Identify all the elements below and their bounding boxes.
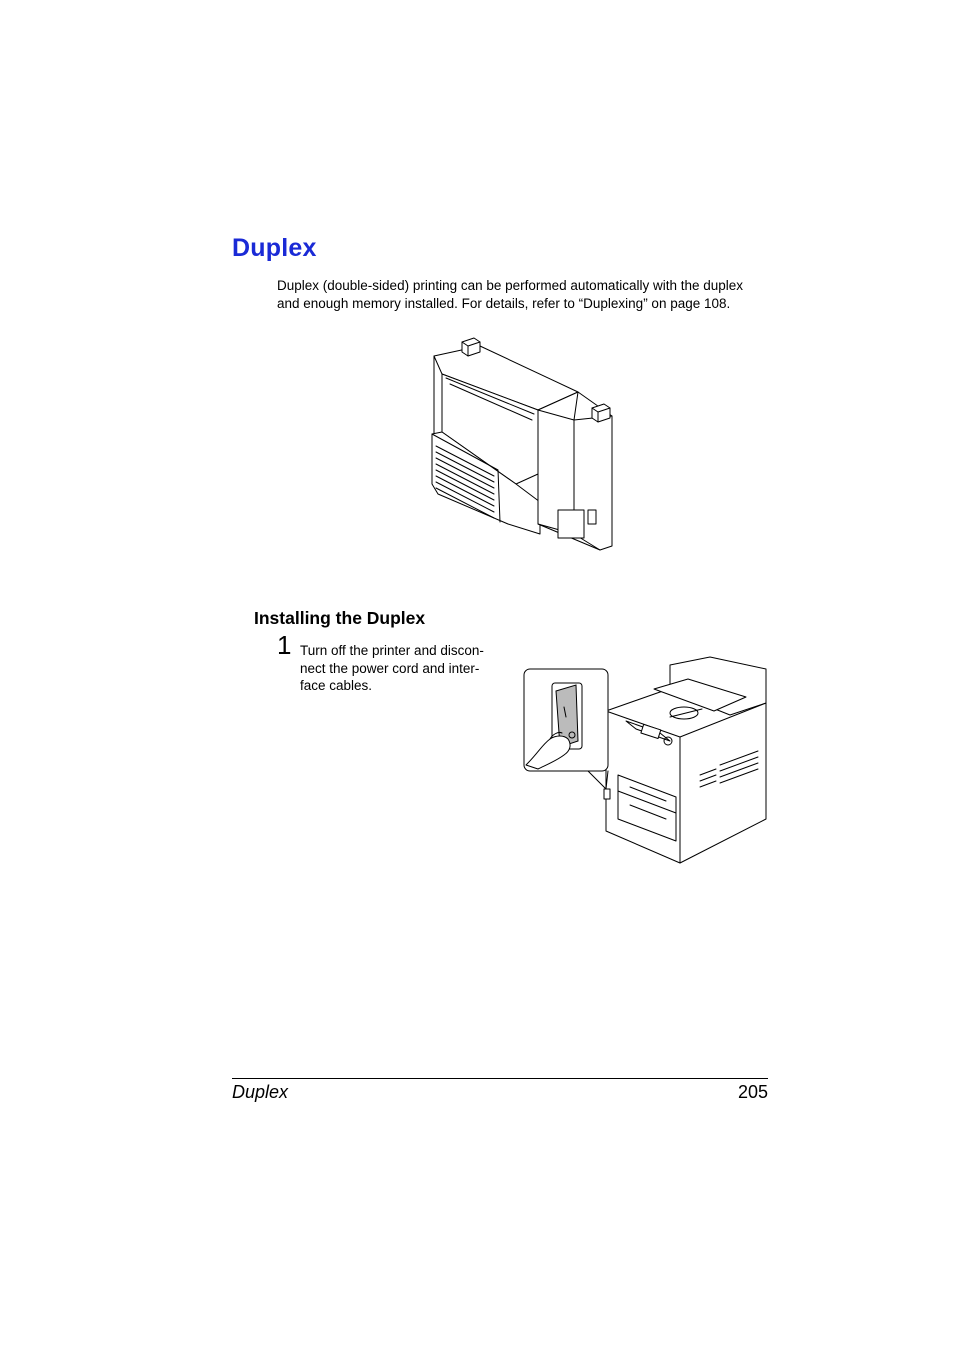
intro-paragraph: Duplex (double-sided) printing can be performed automatically with the duplex and enough memory installed. For details, refer to “Duplexing” on page 108. — [277, 278, 744, 311]
step-text: Turn off the printer and discon-nect the power cord and inter-face cables. — [300, 643, 484, 693]
top-peg-left — [462, 338, 480, 356]
page-title: Duplex — [232, 234, 317, 262]
top-peg-right — [592, 404, 610, 422]
duplex-unit-illustration — [428, 334, 618, 554]
step-number: 1 — [277, 630, 292, 660]
footer-page-number: 205 — [737, 1082, 768, 1102]
printer-power-switch-illustration — [520, 655, 768, 865]
section-heading: Installing the Duplex — [254, 608, 426, 628]
footer-section-name: Duplex — [232, 1082, 289, 1102]
footer-rule — [232, 1078, 768, 1079]
